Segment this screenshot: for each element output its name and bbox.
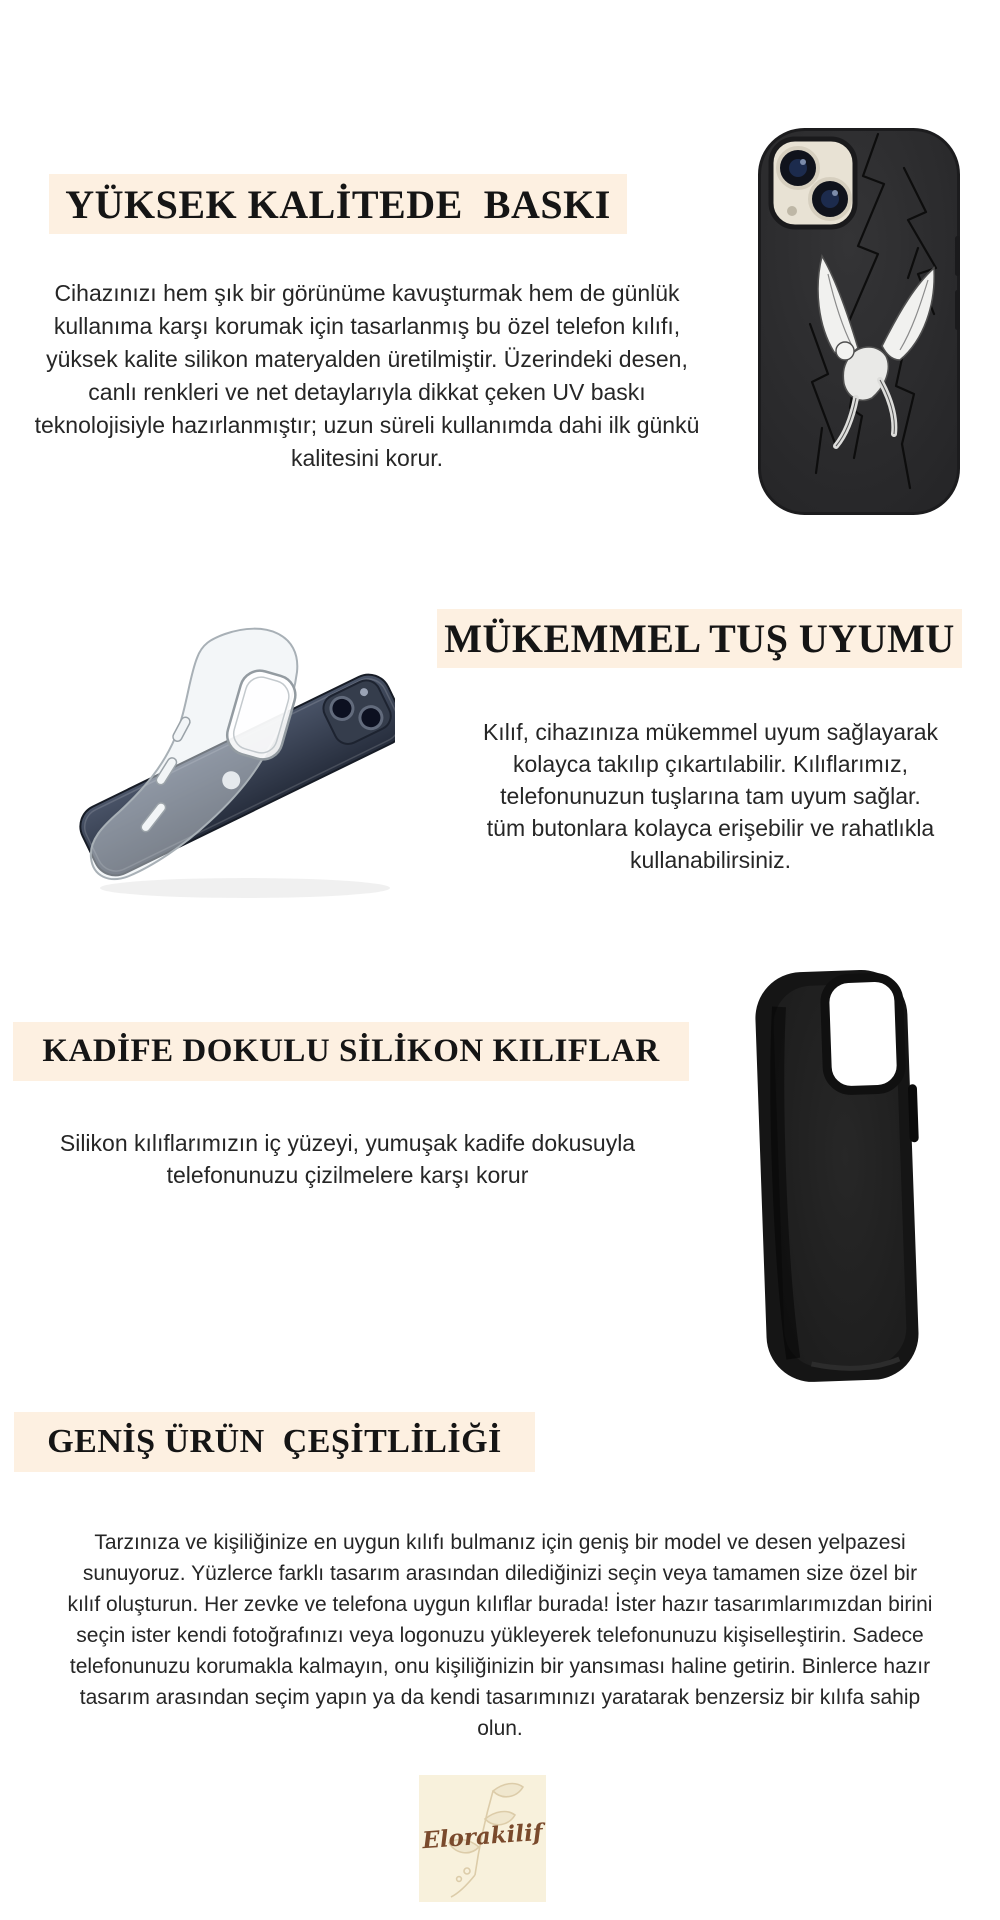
section-3-heading: KADİFE DOKULU SİLİKON KILIFLAR: [42, 1033, 660, 1069]
camera-cutout: [824, 977, 902, 1092]
section-1-paragraph: Cihazınızı hem şık bir görünüme kavuşturmak hem de günlük kullanıma karşı korumak için tasarlanmış bu özel telefon kılıfı, yüksek kalite silikon materyalden üretilmiştir. Üzerindeki desen, canlı renkleri ve net detaylarıyla dikkat çeken UV baskı teknolojisiyle hazırlanmıştır; uzun süreli kullanımda dahi ilk günkü kalitesini korur.: [34, 280, 700, 471]
shadow: [100, 878, 390, 898]
section-4-heading: GENİŞ ÜRÜN ÇEŞİTLİLİĞİ: [47, 1423, 502, 1460]
section-2-heading-band: [437, 609, 962, 668]
section-4-heading-band: [14, 1412, 535, 1472]
case-body: [754, 968, 927, 1383]
section-3-paragraph: Silikon kılıflarımızın iç yüzeyi, yumuşak kadife dokusuyla telefonunuzu çizilmelere karşı korur: [59, 1130, 636, 1188]
brand-logo: [419, 1775, 546, 1902]
camera-module: [771, 139, 855, 227]
section-4-paragraph: Tarzınıza ve kişiliğinize en uygun kılıfı bulmanız için geniş bir model ve desen yelpazesi sunuyoruz. Yüzlerce farklı tasarım arasından dilediğinizi seçin veya tamamen size özel bir kılıf oluşturun. Her zevke ve telefona uygun kılıflar burada! İster hazır tasarımlarımızdan birini seçin ister kendi fotoğrafınızı veya logonuzu yükleyerek telefonunuzu kişiselleştirin. Sadece telefonunuzu korumakla kalmayın, onu kişiliğinizin bir yansıması haline getirin. Binlerce hazır tasarım arasından seçim yapın ya da kendi tasarımınızı yaratarak benzersiz bir kılıfa sahip olun.: [67, 1531, 933, 1740]
section-3-heading-band: [13, 1022, 689, 1081]
brand-logo-text: Elorakilif: [421, 1818, 544, 1855]
clear-case-photo: [65, 620, 395, 905]
section-2-heading: MÜKEMMEL TUŞ UYUMU: [444, 616, 955, 661]
clear-silicone-case: [91, 629, 300, 879]
section-2-paragraph: Kılıf, cihazınıza mükemmel uyum sağlayarak kolayca takılıp çıkartılabilir. Kılıflarımız, telefonunuzun tuşlarına tam uyum sağlar. tüm butonlara kolayca erişebilir ve rahatlıkla kullanabilirsiniz.: [482, 719, 939, 873]
section-1-heading-band: [49, 174, 627, 234]
section-1-heading: YÜKSEK KALİTEDE BASKI: [65, 181, 611, 227]
angel-case-photo: [758, 128, 960, 515]
velvet-case-photo: [745, 965, 927, 1390]
